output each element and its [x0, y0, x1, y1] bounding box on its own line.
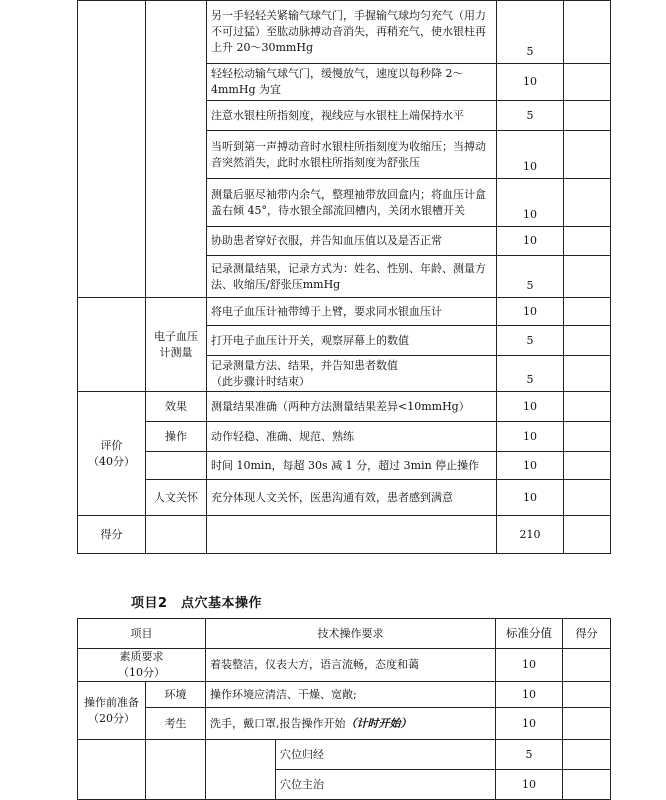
got-score-cell	[564, 422, 611, 452]
score-cell: 10	[496, 770, 563, 800]
score-cell: 5	[497, 356, 564, 392]
got-score-cell	[564, 326, 611, 356]
got-score-cell	[564, 480, 611, 516]
score-cell: 10	[497, 392, 564, 422]
prep-label	[78, 682, 146, 740]
score-cell: 10	[497, 179, 564, 227]
evaluation-label	[78, 392, 146, 516]
effect-label: 效果	[146, 392, 207, 422]
requirement-cell: 当听到第一声搏动音时水银柱所指刻度为收缩压；当搏动音突然消失，此时水银柱所指刻度为舒张压	[207, 131, 497, 179]
got-score-cell	[564, 1, 611, 64]
score-cell: 10	[497, 131, 564, 179]
empty-cell	[146, 1, 207, 298]
evaluation-points: （40分）	[88, 454, 135, 468]
table-row	[78, 649, 611, 682]
requirement-cell: 时间 10min，每超 30s 减 1 分，超过 3min 停止操作	[207, 452, 497, 480]
prep-points: （20分）	[88, 711, 135, 725]
requirement-cell: 穴位主治	[276, 770, 496, 800]
got-score-cell	[564, 452, 611, 480]
electronic-bp-label: 电子血压计测量	[146, 298, 207, 392]
got-score-cell	[563, 708, 611, 740]
prep-title: 操作前准备	[84, 695, 139, 709]
empty-cell	[146, 516, 207, 554]
total-label: 得分	[78, 516, 146, 554]
requirement-cell: 记录测量结果，记录方式为：姓名、性别、年龄、测量方法、收缩压/舒张压mmHg	[207, 256, 497, 298]
quality-label	[78, 649, 206, 682]
table-row	[78, 480, 611, 516]
got-score-cell	[564, 227, 611, 256]
score-cell: 10	[496, 649, 563, 682]
got-score-cell	[564, 256, 611, 298]
requirement-cell: 将电子血压计袖带缚于上臂，要求同水银血压计	[207, 298, 497, 326]
table-row	[78, 298, 611, 326]
requirement-cell: 轻轻松动输气球气门，缓慢放气，速度以每秒降 2～4mmHg 为宜	[207, 64, 497, 101]
requirement-cell: 操作环境应清洁、干燥、宽敞;	[206, 682, 496, 708]
score-cell: 10	[497, 422, 564, 452]
empty-cell	[78, 1, 146, 298]
got-score-cell	[563, 682, 611, 708]
score-cell: 5	[497, 256, 564, 298]
header-item: 项目	[78, 619, 206, 649]
header-row	[78, 619, 611, 649]
acupoint-scoring-table	[77, 618, 611, 800]
header-requirement: 技术操作要求	[206, 619, 496, 649]
got-score-cell	[563, 770, 611, 800]
total-row	[78, 516, 611, 554]
requirement-cell: 测量结果准确（两种方法测量结果差异<10mmHg）	[207, 392, 497, 422]
requirement-cell: 协助患者穿好衣服，并告知血压值以及是否正常	[207, 227, 497, 256]
got-score-cell	[564, 356, 611, 392]
score-cell: 10	[497, 298, 564, 326]
got-score-cell	[563, 649, 611, 682]
evaluation-title: 评价	[100, 438, 123, 452]
score-cell: 10	[496, 708, 563, 740]
requirement-cell: 着装整洁，仪表大方，语言流畅，态度和蔼	[206, 649, 496, 682]
requirement-cell: 另一手轻轻关紧输气球气门，手握输气球均匀充气（用力不可过猛）至肱动脉搏动音消失，再稍充气，使水银柱再上升 20～30mmHg	[207, 1, 497, 64]
score-cell: 10	[497, 480, 564, 516]
empty-cell	[207, 516, 497, 554]
operation-label: 操作	[146, 422, 207, 452]
score-cell: 5	[497, 326, 564, 356]
timing-note: （此步骤计时结束）	[211, 374, 310, 388]
table-row	[78, 708, 611, 740]
exam-requirement: 洗手，戴口罩,报告操作开始	[210, 716, 346, 730]
table-row	[78, 682, 611, 708]
header-got-score: 得分	[563, 619, 611, 649]
table-row	[78, 740, 611, 770]
table-row	[78, 452, 611, 480]
requirement-cell	[206, 708, 496, 740]
quality-points: （10分）	[118, 666, 165, 679]
timing-start-note: （计时开始）	[345, 716, 412, 730]
humanistic-care-label: 人文关怀	[146, 480, 207, 516]
requirement-cell	[207, 356, 497, 392]
requirement-line: 记录测量方法、结果，并告知患者数值	[211, 358, 398, 372]
score-cell: 10	[497, 452, 564, 480]
header-standard-score: 标准分值	[496, 619, 563, 649]
requirement-cell: 动作轻稳、准确、规范、熟练	[207, 422, 497, 452]
table-row	[78, 392, 611, 422]
section-title: 项目2 点穴基本操作	[131, 596, 263, 611]
score-cell: 10	[496, 682, 563, 708]
score-cell: 5	[497, 1, 564, 64]
got-score-cell	[563, 740, 611, 770]
score-cell: 5	[497, 101, 564, 131]
empty-cell	[146, 452, 207, 480]
environment-label: 环境	[146, 682, 206, 708]
score-cell: 5	[496, 740, 563, 770]
requirement-cell: 充分体现人文关怀，医患沟通有效，患者感到满意	[207, 480, 497, 516]
empty-cell	[78, 740, 146, 800]
empty-cell	[206, 740, 276, 800]
score-cell: 10	[497, 64, 564, 101]
got-score-cell	[564, 131, 611, 179]
quality-title: 素质要求	[119, 650, 164, 663]
empty-cell	[146, 740, 206, 800]
got-score-cell	[564, 298, 611, 326]
got-score-cell	[564, 392, 611, 422]
table-row	[78, 1, 611, 64]
got-score-cell	[564, 101, 611, 131]
requirement-cell: 穴位归经	[276, 740, 496, 770]
examinee-label: 考生	[146, 708, 206, 740]
table-row	[78, 422, 611, 452]
got-score-cell	[564, 64, 611, 101]
requirement-cell: 注意水银柱所指刻度，视线应与水银柱上端保持水平	[207, 101, 497, 131]
got-score-cell	[564, 516, 611, 554]
got-score-cell	[564, 179, 611, 227]
empty-cell	[78, 298, 146, 392]
requirement-cell: 打开电子血压计开关，观察屏幕上的数值	[207, 326, 497, 356]
total-score: 210	[497, 516, 564, 554]
score-cell: 10	[497, 227, 564, 256]
requirement-cell: 测量后驱尽袖带内余气，整理袖带放回盒内；将血压计盒盖右倾 45°，待水银全部流回槽内，关闭水银槽开关	[207, 179, 497, 227]
blood-pressure-scoring-table	[77, 0, 611, 554]
